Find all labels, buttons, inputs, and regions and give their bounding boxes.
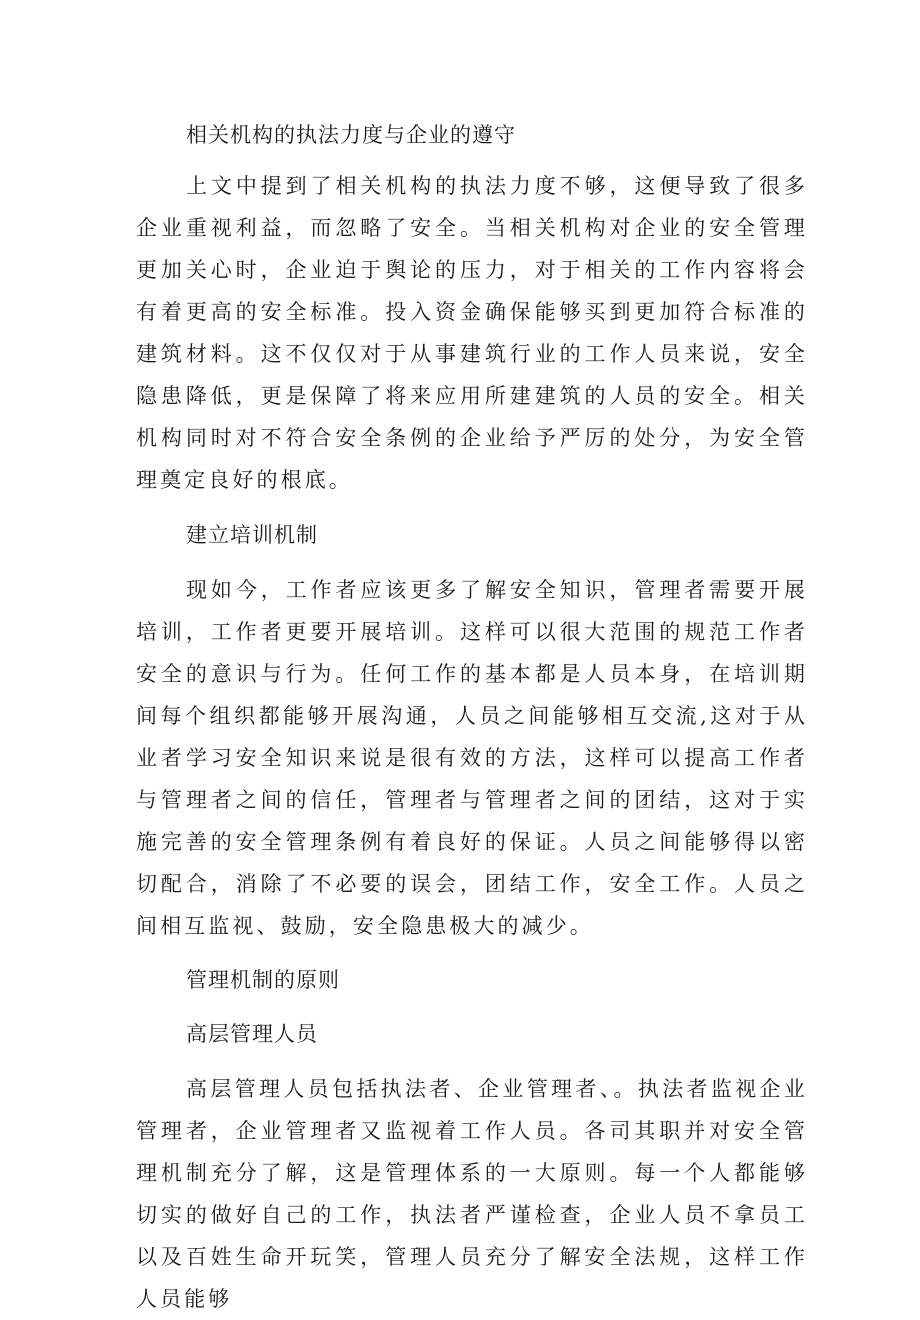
section-heading-principles: 管理机制的原则 <box>186 968 340 992</box>
section-heading-senior-management: 高层管理人员 <box>186 1022 318 1046</box>
paragraph-training: 现如今，工作者应该更多了解安全知识，管理者需要开展培训，工作者更要开展培训。这样可以很大范围的规范工作者安全的意识与行为。任何工作的基本都是人员本身，在培训期间每个组织都能够开展沟通，人员之间能够相互交流,这对于从业者学习安全知识来说是很有效的方法，这样可以提高工作者与管理者之间的信任，管理者与管理者之间的团结，这对于实施完善的安全管理条例有着良好的保证。人员之间能够得以密切配合，消除了不必要的误会，团结工作，安全工作。人员之间相互监视、鼓励，安全隐患极大的减少。 <box>136 578 808 938</box>
paragraph-senior-management: 高层管理人员包括执法者、企业管理者、。执法者监视企业管理者，企业管理者又监视着工作人员。各司其职并对安全管理机制充分了解，这是管理体系的一大原则。每一个人都能够切实的做好自己的工作，执法者严谨检查，企业人员不拿员工以及百姓生命开玩笑，管理人员充分了解安全法规，这样工作人员能够 <box>136 1077 808 1311</box>
section-heading-training: 建立培训机制 <box>186 523 318 547</box>
section-heading-enforcement: 相关机构的执法力度与企业的遵守 <box>186 123 516 147</box>
document-page <box>136 112 808 1320</box>
paragraph-enforcement: 上文中提到了相关机构的执法力度不够，这便导致了很多企业重视利益，而忽略了安全。当相关机构对企业的安全管理更加关心时，企业迫于舆论的压力，对于相关的工作内容将会有着更高的安全标准。投入资金确保能够买到更加符合标准的建筑材料。这不仅仅对于从事建筑行业的工作人员来说，安全隐患降低，更是保障了将来应用所建建筑的人员的安全。相关机构同时对不符合安全条例的企业给予严厉的处分，为安全管理奠定良好的根底。 <box>136 174 808 492</box>
